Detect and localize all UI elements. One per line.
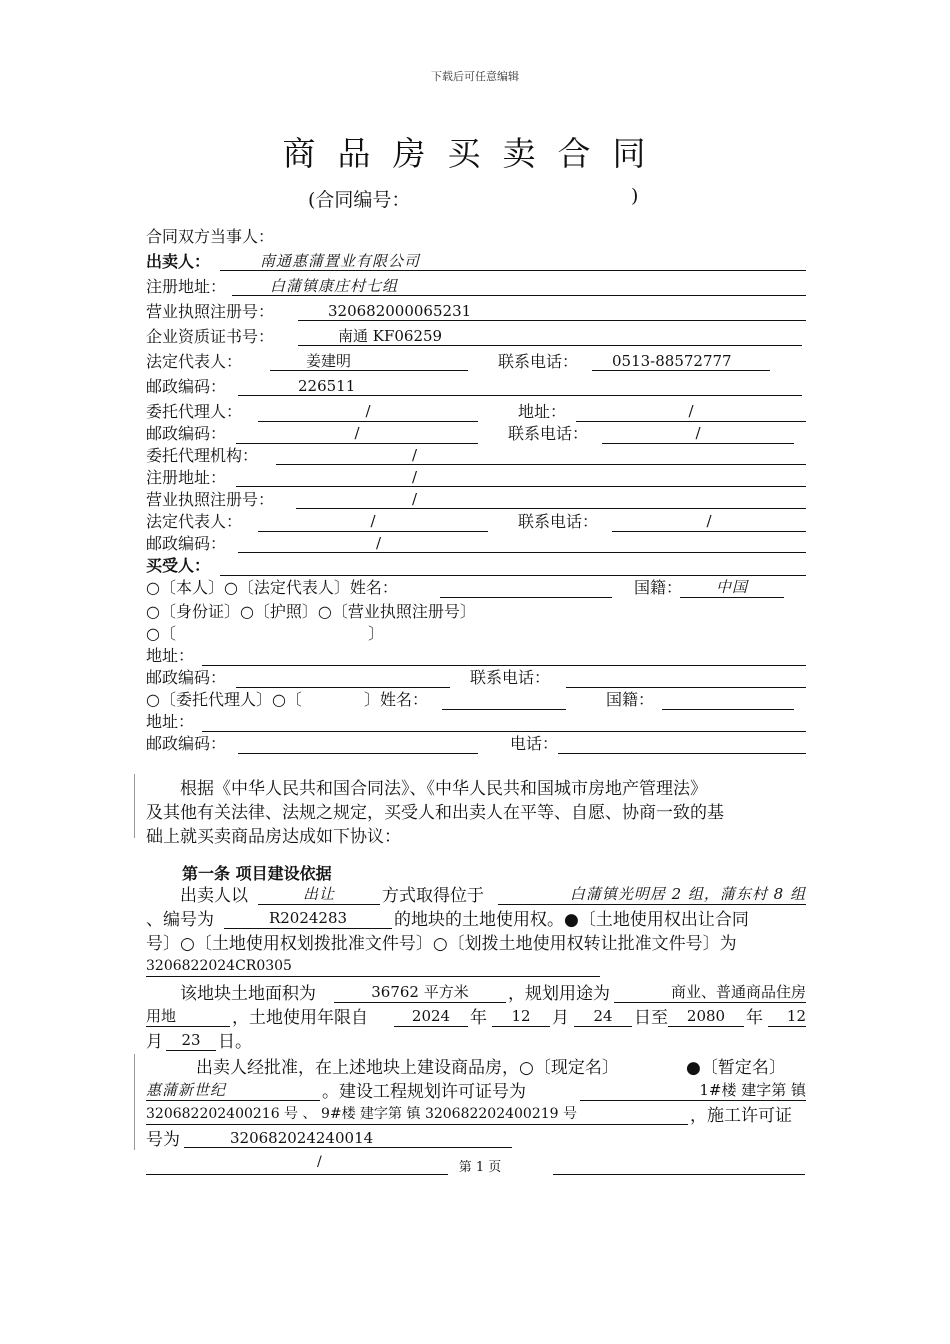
agent-rep-row: [146, 511, 806, 533]
article-1-line-10: [146, 1104, 806, 1128]
text: 月: [146, 1032, 163, 1052]
agent-license-row: [146, 489, 806, 511]
agent-zip-label: 邮政编码：: [146, 424, 227, 443]
text: 方式取得位于: [382, 886, 484, 906]
project-name-field[interactable]: 惠蒲新世纪: [146, 1080, 320, 1101]
buyer-agent-options[interactable]: ○〔委托代理人〕○〔: [146, 690, 302, 709]
construction-permit-field[interactable]: 320682024240014: [184, 1128, 512, 1148]
article-1-line-9: [146, 1080, 806, 1104]
seller-license-label: 营业执照注册号：: [146, 302, 275, 321]
agent-org-label: 委托代理机构：: [146, 446, 259, 465]
seller-name-field[interactable]: 南通惠蒲置业有限公司: [220, 251, 806, 271]
preamble-line-1: 根据《中华人民共和国合同法》、《中华人民共和国城市房地产管理法》: [180, 779, 707, 799]
buyer-label: 买受人：: [146, 556, 211, 575]
buyer-id-other-open[interactable]: ○〔: [146, 624, 176, 643]
parties-heading: 合同双方当事人：: [146, 227, 275, 246]
header-note: 下载后可任意编辑: [431, 70, 519, 83]
seller-address-row: [146, 276, 806, 298]
seller-address-field[interactable]: 白蒲镇康庄村七组: [232, 276, 806, 296]
seller-license-field[interactable]: 320682000065231: [298, 301, 806, 321]
article-1-line-5: [180, 982, 806, 1006]
agent-zip-field[interactable]: /: [236, 423, 478, 444]
agent-reg-addr-label: 注册地址：: [146, 468, 227, 487]
article-1-line-7: [146, 1030, 346, 1054]
article-1-line-2: [146, 908, 806, 932]
article-1-line-6: [146, 1006, 806, 1030]
buyer-address-field[interactable]: [202, 645, 806, 666]
article-1-line-8: [196, 1056, 808, 1080]
buyer-agent-name-field[interactable]: [442, 689, 566, 710]
text: 的地块的土地使用权。●〔土地使用权出让合同: [394, 910, 749, 930]
buyer-address-row: [146, 645, 806, 667]
text: 年: [470, 1008, 487, 1028]
text: 出卖人经批准，在上述地块上建设商品房，○〔现定名〕: [196, 1058, 619, 1078]
text: 年: [746, 1008, 763, 1028]
buyer-agent-zip-row: [146, 733, 806, 755]
agent-rep-field[interactable]: /: [258, 511, 488, 532]
planning-permit-cont-field[interactable]: 320682202400216 号 、 9#楼 建字第 镇 320682202400219 号: [146, 1104, 688, 1125]
seller-rep-row: [146, 351, 806, 373]
text: 号为: [146, 1130, 180, 1150]
agent-phone-label: 联系电话：: [508, 424, 589, 443]
article-1-line-1: [180, 884, 806, 908]
buyer-nationality-field[interactable]: 中国: [680, 577, 784, 598]
seller-name-row: [146, 251, 806, 273]
buyer-phone-label: 联系电话：: [470, 668, 551, 687]
acquisition-method-field[interactable]: 出让: [258, 884, 380, 905]
agent-org-zip-field[interactable]: /: [238, 533, 806, 553]
seller-phone-field[interactable]: 0513-88572777: [592, 351, 770, 371]
buyer-zip-field[interactable]: [236, 667, 450, 688]
buyer-name-field[interactable]: [440, 577, 612, 598]
start-day-field[interactable]: 24: [574, 1006, 632, 1027]
buyer-agent-address-row: [146, 711, 806, 733]
agent-reg-addr-row: [146, 467, 806, 489]
land-area-field[interactable]: 36762 平方米: [334, 982, 506, 1003]
seller-qual-row: [146, 326, 806, 348]
buyer-address-label: 地址：: [146, 646, 195, 665]
preamble-line-2: 及其他有关法律、法规之规定，买受人和出卖人在平等、自愿、协商一致的基: [146, 803, 724, 823]
buyer-agent-phone-field[interactable]: [558, 733, 806, 754]
agent-address-label: 地址：: [518, 402, 567, 421]
land-use-field[interactable]: 商业、普通商品住房: [614, 982, 806, 1003]
text: 出卖人以: [180, 886, 248, 906]
seller-rep-label: 法定代表人：: [146, 352, 243, 371]
buyer-nationality-label: 国籍：: [634, 578, 683, 597]
agent-rep-phone-label: 联系电话：: [518, 512, 599, 531]
provisional-name-option[interactable]: ●〔暂定名〕: [686, 1058, 786, 1078]
land-location-field[interactable]: 白蒲镇光明居 2 组，蒲东村 8 组: [498, 884, 806, 905]
buyer-id-other-row: [146, 623, 806, 645]
page-title: 商品房买卖合同: [282, 134, 668, 173]
article-1-line-3: 号〕○〔土地使用权划拨批准文件号〕○〔划拨土地使用权转让批准文件号〕为: [146, 934, 737, 954]
land-number-field[interactable]: R2024283: [224, 908, 392, 929]
planning-permit-field[interactable]: 1#楼 建字第 镇: [580, 1080, 806, 1101]
buyer-id-type-row: [146, 601, 806, 623]
buyer-agent-zip-label: 邮政编码：: [146, 734, 227, 753]
footer-signature-right: [553, 1154, 805, 1175]
buyer-id-type-options[interactable]: ○〔身份证〕○〔护照〕○〔营业执照注册号〕: [146, 602, 476, 621]
buyer-agent-nat-label: 国籍：: [606, 690, 655, 709]
start-year-field[interactable]: 2024: [394, 1006, 468, 1027]
buyer-zip-label: 邮政编码：: [146, 668, 227, 687]
seller-zip-row: [146, 376, 806, 398]
agent-org-field[interactable]: /: [276, 445, 806, 465]
article-1-line-4: [146, 956, 606, 980]
seller-zip-label: 邮政编码：: [146, 377, 227, 396]
buyer-type-options[interactable]: ○〔本人〕○〔法定代表人〕姓名：: [146, 578, 398, 597]
buyer-field[interactable]: [220, 555, 806, 576]
footer-signature-left: [146, 1154, 448, 1175]
revision-bar: [134, 774, 135, 838]
text: 月: [552, 1008, 569, 1028]
article-1-heading: 第一条 项目建设依据: [182, 864, 332, 883]
seller-label: 出卖人：: [146, 252, 211, 271]
seller-phone-label: 联系电话：: [498, 352, 579, 371]
contract-number-line: [308, 185, 648, 212]
agent-license-label: 营业执照注册号：: [146, 490, 275, 509]
text: 日至: [634, 1008, 668, 1028]
seller-license-row: [146, 301, 806, 323]
buyer-zip-row: [146, 667, 806, 689]
land-document-field[interactable]: 3206822024CR0305: [146, 956, 600, 977]
agent-org-row: [146, 445, 806, 467]
land-use-cont-field[interactable]: 用地: [146, 1006, 230, 1027]
buyer-agent-phone-label: 电话：: [510, 734, 559, 753]
agent-rep-phone-field[interactable]: /: [612, 511, 806, 532]
text: 该地块土地面积为: [180, 984, 316, 1004]
text: ，土地使用年限自: [232, 1008, 368, 1028]
buyer-phone-field[interactable]: [566, 667, 806, 688]
text: 。建设工程规划许可证号为: [322, 1082, 526, 1102]
buyer-agent-zip-field[interactable]: [238, 733, 478, 754]
seller-qual-label: 企业资质证书号：: [146, 327, 275, 346]
buyer-agent-mid: 〕姓名：: [364, 690, 429, 709]
agent-address-field[interactable]: /: [576, 401, 806, 422]
end-day-field[interactable]: 23: [166, 1030, 216, 1051]
buyer-id-other-close: 〕: [368, 624, 385, 643]
preamble-line-3: 础上就买卖商品房达成如下协议：: [146, 827, 401, 847]
seller-qual-field[interactable]: 南通 KF06259: [298, 326, 802, 346]
agent-rep-label: 法定代表人：: [146, 512, 243, 531]
text: ，规划用途为: [508, 984, 610, 1004]
agent-license-field[interactable]: /: [296, 489, 806, 509]
agent-org-zip-label: 邮政编码：: [146, 534, 227, 553]
agent-row: [146, 401, 806, 423]
revision-bar: [134, 1054, 135, 1150]
seller-rep-field[interactable]: 姜建明: [270, 351, 468, 371]
buyer-agent-address-label: 地址：: [146, 712, 195, 731]
footer-slash: /: [317, 1154, 322, 1170]
start-month-field[interactable]: 12: [492, 1006, 550, 1027]
agent-org-zip-row: [146, 533, 806, 555]
text: ，施工许可证: [690, 1106, 792, 1126]
buyer-agent-address-field[interactable]: [202, 711, 806, 732]
contract-number-label: (合同编号：: [308, 189, 411, 211]
text: 、编号为: [146, 910, 214, 930]
end-year-field[interactable]: 2080: [668, 1006, 744, 1027]
seller-address-label: 注册地址：: [146, 277, 227, 296]
buyer-agent-row: [146, 689, 806, 711]
end-month-field[interactable]: 12: [768, 1006, 806, 1027]
agent-zip-row: [146, 423, 806, 445]
buyer-row: [146, 555, 806, 577]
agent-label: 委托代理人：: [146, 402, 243, 421]
agent-field[interactable]: /: [258, 401, 478, 422]
agent-phone-field[interactable]: /: [602, 423, 794, 444]
text: 日。: [218, 1032, 252, 1052]
seller-zip-field[interactable]: 226511: [238, 376, 802, 396]
buyer-name-row: [146, 577, 806, 599]
page-number: 第 1 页: [458, 1160, 502, 1175]
buyer-agent-nat-field[interactable]: [662, 689, 794, 710]
agent-reg-addr-field[interactable]: /: [236, 467, 806, 487]
contract-number-close: ): [631, 185, 639, 207]
article-1-line-11: [146, 1128, 546, 1152]
